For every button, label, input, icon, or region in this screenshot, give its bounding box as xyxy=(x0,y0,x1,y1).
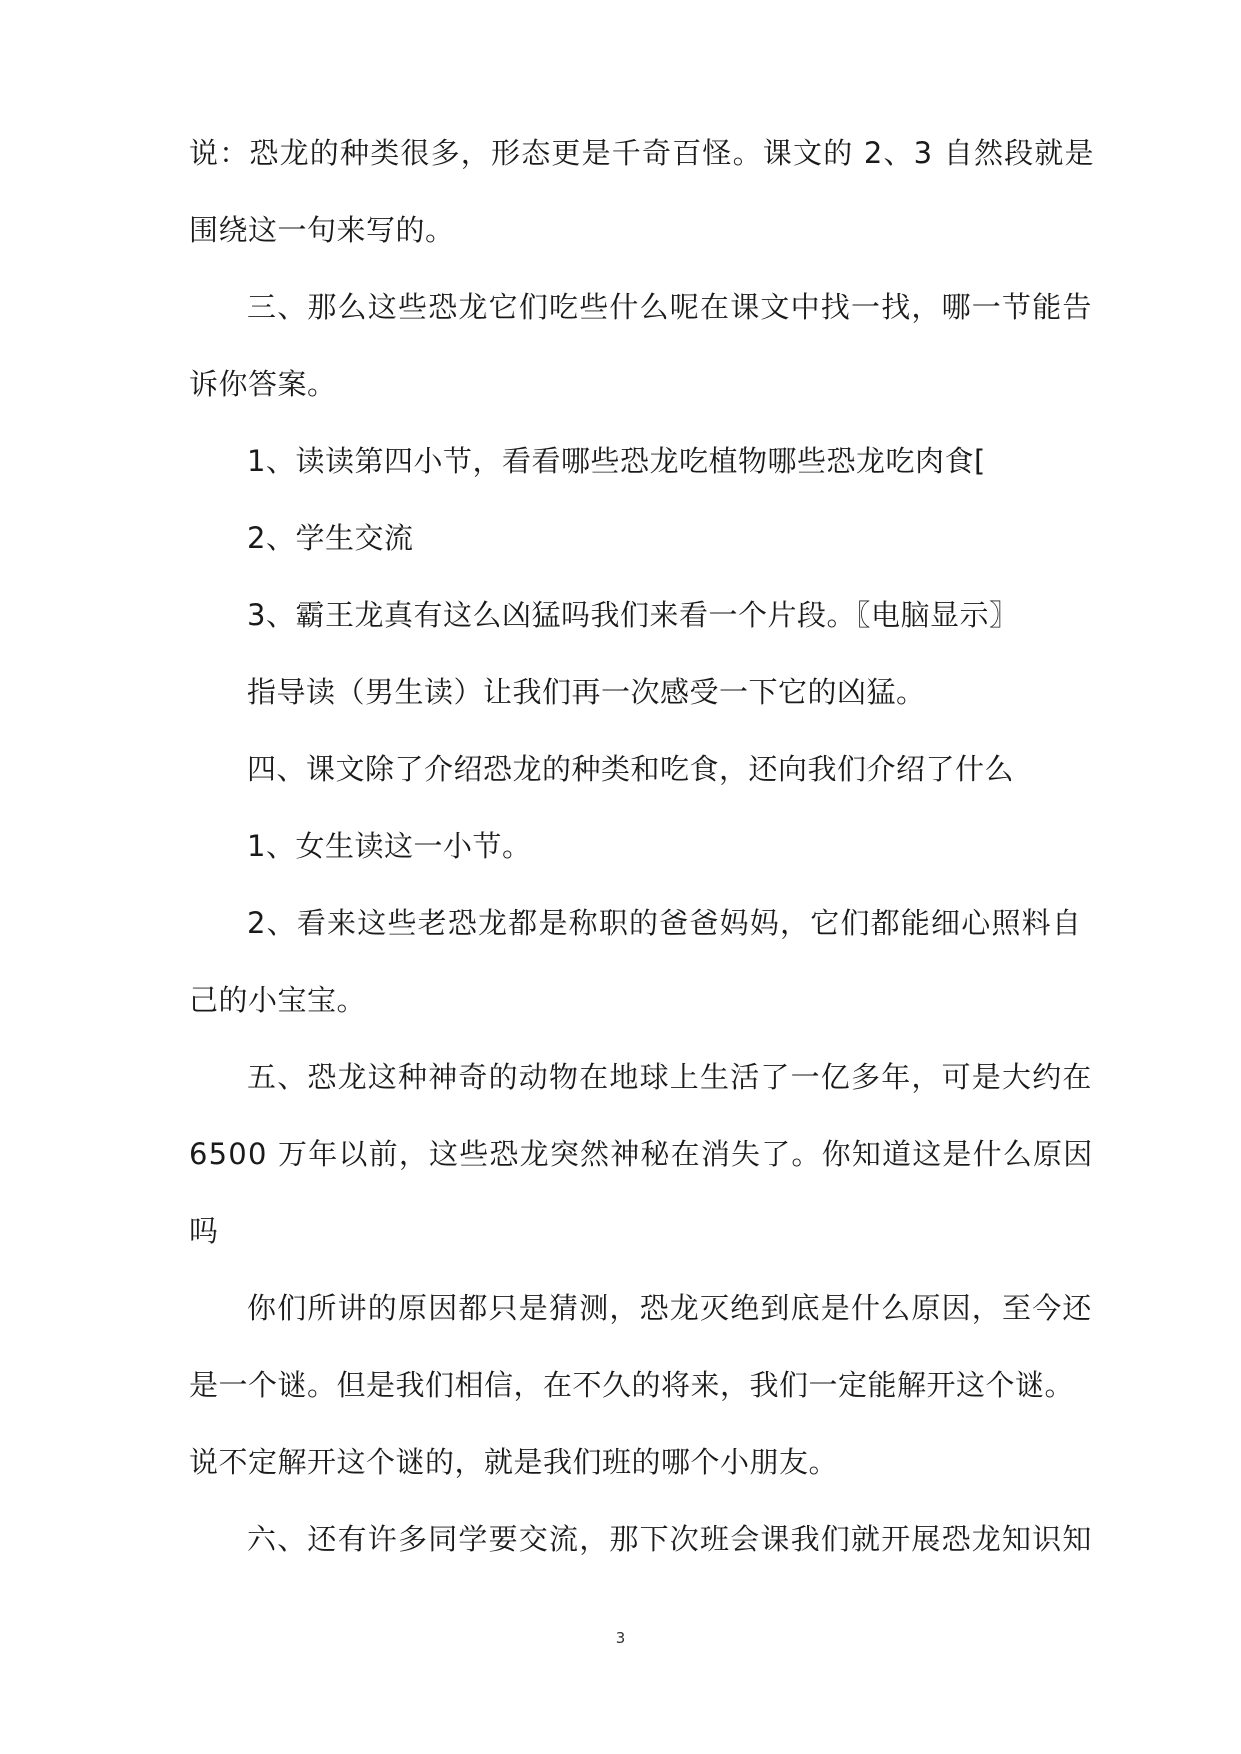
document-body xyxy=(189,135,1095,1598)
text-line: 你们所讲的原因都只是猜测，恐龙灭绝到底是什么原因，至今还 xyxy=(247,1291,1093,1325)
text-line: 3、霸王龙真有这么凶猛吗我们来看一个片段。〖电脑显示〗 xyxy=(247,598,1019,632)
text-line: 吗 xyxy=(189,1214,219,1248)
text-line: 围绕这一句来写的。 xyxy=(189,213,455,247)
text-line: 2、看来这些老恐龙都是称职的爸爸妈妈，它们都能细心照料自 xyxy=(247,906,1083,940)
text-line: 1、女生读这一小节。 xyxy=(247,829,532,863)
page-number: 3 xyxy=(615,1629,626,1647)
text-line: 指导读（男生读）让我们再一次感受一下它的凶猛。 xyxy=(247,675,926,709)
text-line: 诉你答案。 xyxy=(189,367,337,401)
text-line: 2、学生交流 xyxy=(247,521,414,555)
text-line: 三、那么这些恐龙它们吃些什么呢在课文中找一找，哪一节能告 xyxy=(247,290,1093,324)
text-line: 四、课文除了介绍恐龙的种类和吃食，还向我们介绍了什么 xyxy=(247,752,1015,786)
text-line: 说不定解开这个谜的，就是我们班的哪个小朋友。 xyxy=(189,1445,839,1479)
text-line: 五、恐龙这种神奇的动物在地球上生活了一亿多年，可是大约在 xyxy=(247,1060,1093,1094)
text-line: 1、读读第四小节，看看哪些恐龙吃植物哪些恐龙吃肉食[ xyxy=(247,444,986,478)
text-line: 6500 万年以前，这些恐龙突然神秘在消失了。你知道这是什么原因 xyxy=(189,1137,1094,1171)
text-line: 己的小宝宝。 xyxy=(189,983,367,1017)
text-line: 是一个谜。但是我们相信，在不久的将来，我们一定能解开这个谜。 xyxy=(189,1368,1075,1402)
text-line: 说：恐龙的种类很多，形态更是千奇百怪。课文的 2、3 自然段就是 xyxy=(189,136,1095,170)
text-line: 六、还有许多同学要交流，那下次班会课我们就开展恐龙知识知 xyxy=(247,1522,1093,1556)
